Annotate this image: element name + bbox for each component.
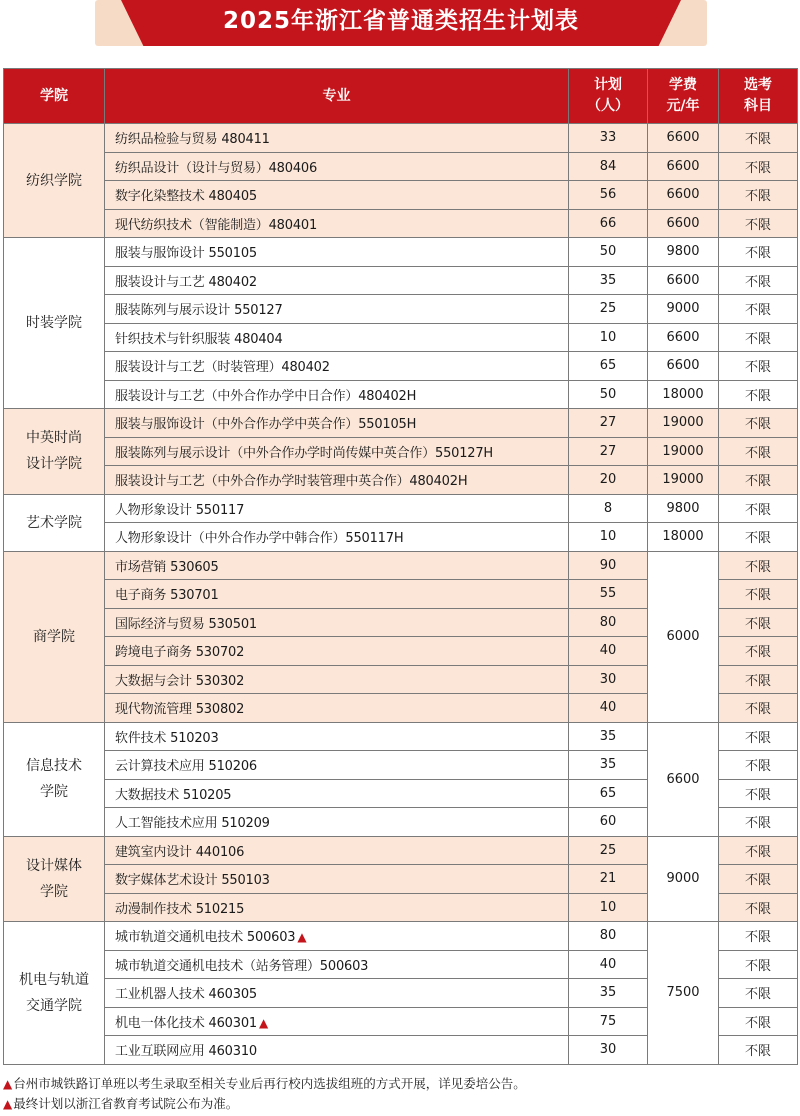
- major-cell: [105, 295, 569, 324]
- college-cell: [4, 722, 105, 836]
- subject-cell: 不限: [719, 608, 798, 637]
- major-cell: [105, 665, 569, 694]
- fee-cell: 19000: [648, 466, 719, 495]
- table-row: [4, 409, 798, 438]
- college-cell: [4, 124, 105, 238]
- major-cell: [105, 266, 569, 295]
- major-cell: [105, 1036, 569, 1065]
- footnote-1: [3, 1074, 797, 1094]
- header-fee-line2: 元/年: [666, 98, 700, 114]
- footnote-1-text: 台州市城铁路订单班以考生录取至相关专业后再行校内选拔组班的方式开展，详见委培公告。: [13, 1076, 526, 1091]
- fee-cell: 18000: [648, 380, 719, 409]
- college-name-line: 设计媒体: [26, 857, 82, 874]
- plan-cell: 50: [569, 380, 648, 409]
- fee-cell: 6600: [648, 352, 719, 381]
- major-name: 纺织品设计（设计与贸易）480406: [115, 160, 318, 176]
- header-fee-line1: 学费: [669, 77, 697, 93]
- header-major: 专业: [105, 69, 569, 124]
- fee-cell: 18000: [648, 523, 719, 552]
- triangle-mark-icon: ▲: [3, 1097, 13, 1111]
- header-plan-line2: （人）: [587, 98, 629, 114]
- plan-cell: 33: [569, 124, 648, 153]
- major-name: 机电一体化技术 460301: [115, 1015, 257, 1031]
- plan-cell: 75: [569, 1007, 648, 1036]
- plan-cell: 65: [569, 352, 648, 381]
- plan-cell: 10: [569, 893, 648, 922]
- college-cell: [4, 836, 105, 922]
- major-cell: [105, 608, 569, 637]
- college-name-line: 纺织学院: [26, 172, 82, 189]
- subject-cell: 不限: [719, 637, 798, 666]
- plan-cell: 21: [569, 865, 648, 894]
- major-cell: [105, 751, 569, 780]
- college-cell: [4, 551, 105, 722]
- major-name: 服装与服饰设计 550105: [115, 246, 257, 262]
- triangle-mark-icon: ▲: [297, 930, 307, 945]
- header-fee: [648, 69, 719, 124]
- plan-cell: 40: [569, 694, 648, 723]
- subject-cell: 不限: [719, 380, 798, 409]
- table-row: [4, 209, 798, 238]
- college-name-line: 艺术学院: [26, 514, 82, 531]
- plan-cell: 55: [569, 580, 648, 609]
- plan-cell: 40: [569, 637, 648, 666]
- fee-cell: 6600: [648, 323, 719, 352]
- subject-cell: 不限: [719, 466, 798, 495]
- subject-cell: 不限: [719, 808, 798, 837]
- major-name: 大数据与会计 530302: [115, 673, 245, 689]
- table-row: [4, 722, 798, 751]
- college-name-line: 信息技术: [26, 758, 82, 774]
- plan-cell: 35: [569, 751, 648, 780]
- major-cell: [105, 922, 569, 951]
- major-cell: [105, 323, 569, 352]
- triangle-mark-icon: ▲: [258, 1015, 268, 1030]
- major-name: 服装与服饰设计（中外合作办学中英合作）550105H: [115, 417, 417, 433]
- college-name-line: 设计学院: [26, 456, 82, 473]
- table-row: [4, 181, 798, 210]
- major-cell: [105, 181, 569, 210]
- table-row: [4, 352, 798, 381]
- footnotes: [3, 1074, 797, 1114]
- header-subject-line1: 选考: [744, 77, 772, 93]
- subject-cell: 不限: [719, 238, 798, 267]
- major-name: 软件技术 510203: [115, 730, 219, 746]
- subject-cell: 不限: [719, 751, 798, 780]
- fee-cell: 6600: [648, 181, 719, 210]
- major-name: 城市轨道交通机电技术（站务管理）500603: [115, 958, 369, 974]
- subject-cell: 不限: [719, 580, 798, 609]
- header-subject: [719, 69, 798, 124]
- footnote-2: [3, 1094, 797, 1114]
- plan-cell: 80: [569, 922, 648, 951]
- major-name: 服装设计与工艺 480402: [115, 274, 257, 290]
- college-name-line: 学院: [40, 784, 68, 800]
- fee-cell-merged: 6000: [648, 551, 719, 722]
- major-name: 动漫制作技术 510215: [115, 901, 245, 917]
- plan-cell: 35: [569, 266, 648, 295]
- subject-cell: 不限: [719, 979, 798, 1008]
- major-cell: [105, 580, 569, 609]
- subject-cell: 不限: [719, 1036, 798, 1065]
- plan-cell: 30: [569, 665, 648, 694]
- major-cell: [105, 437, 569, 466]
- table-row: [4, 551, 798, 580]
- major-name: 工业机器人技术 460305: [115, 987, 257, 1003]
- fee-cell-merged: 7500: [648, 922, 719, 1065]
- table-row: [4, 152, 798, 181]
- table-body: [4, 124, 798, 1065]
- plan-cell: 25: [569, 836, 648, 865]
- major-cell: [105, 352, 569, 381]
- table-row: [4, 380, 798, 409]
- major-cell: [105, 893, 569, 922]
- plan-cell: 66: [569, 209, 648, 238]
- plan-cell: 20: [569, 466, 648, 495]
- major-name: 现代物流管理 530802: [115, 702, 245, 718]
- college-name-line: 商学院: [33, 628, 75, 645]
- major-cell: [105, 950, 569, 979]
- subject-cell: 不限: [719, 836, 798, 865]
- fee-cell: 9000: [648, 295, 719, 324]
- table-row: [4, 266, 798, 295]
- table-row: [4, 466, 798, 495]
- subject-cell: 不限: [719, 437, 798, 466]
- table-row: [4, 836, 798, 865]
- subject-cell: 不限: [719, 352, 798, 381]
- fee-cell-merged: 9000: [648, 836, 719, 922]
- table-row: [4, 437, 798, 466]
- subject-cell: 不限: [719, 152, 798, 181]
- major-cell: [105, 694, 569, 723]
- major-name: 纺织品检验与贸易 480411: [115, 132, 270, 148]
- major-cell: [105, 836, 569, 865]
- major-name: 电子商务 530701: [115, 588, 219, 604]
- major-name: 大数据技术 510205: [115, 787, 232, 803]
- subject-cell: 不限: [719, 1007, 798, 1036]
- major-cell: [105, 808, 569, 837]
- major-name: 数字媒体艺术设计 550103: [115, 873, 270, 889]
- plan-cell: 10: [569, 323, 648, 352]
- subject-cell: 不限: [719, 409, 798, 438]
- plan-cell: 10: [569, 523, 648, 552]
- major-name: 国际经济与贸易 530501: [115, 616, 257, 632]
- college-cell: [4, 409, 105, 495]
- major-cell: [105, 209, 569, 238]
- fee-cell: 19000: [648, 437, 719, 466]
- major-name: 服装陈列与展示设计 550127: [115, 303, 283, 319]
- subject-cell: 不限: [719, 295, 798, 324]
- college-name-line: 中英时尚: [26, 430, 82, 447]
- table-row: [4, 494, 798, 523]
- college-cell: [4, 494, 105, 551]
- subject-cell: 不限: [719, 523, 798, 552]
- major-name: 城市轨道交通机电技术 500603: [115, 930, 296, 946]
- major-cell: [105, 551, 569, 580]
- major-name: 人物形象设计（中外合作办学中韩合作）550117H: [115, 531, 404, 547]
- plan-cell: 84: [569, 152, 648, 181]
- subject-cell: 不限: [719, 124, 798, 153]
- major-cell: [105, 637, 569, 666]
- subject-cell: 不限: [719, 266, 798, 295]
- fee-cell: 9800: [648, 494, 719, 523]
- subject-cell: 不限: [719, 893, 798, 922]
- plan-cell: 60: [569, 808, 648, 837]
- subject-cell: 不限: [719, 209, 798, 238]
- major-cell: [105, 979, 569, 1008]
- plan-cell: 35: [569, 722, 648, 751]
- plan-cell: 30: [569, 1036, 648, 1065]
- major-cell: [105, 124, 569, 153]
- subject-cell: 不限: [719, 779, 798, 808]
- page-title: 2025年浙江省普通类招生计划表: [222, 8, 579, 34]
- college-name-line: 时装学院: [26, 315, 82, 331]
- major-cell: [105, 380, 569, 409]
- subject-cell: 不限: [719, 722, 798, 751]
- header-plan: [569, 69, 648, 124]
- subject-cell: 不限: [719, 865, 798, 894]
- major-cell: [105, 1007, 569, 1036]
- plan-cell: 65: [569, 779, 648, 808]
- major-cell: [105, 466, 569, 495]
- major-name: 跨境电子商务 530702: [115, 645, 245, 661]
- plan-cell: 27: [569, 409, 648, 438]
- plan-cell: 8: [569, 494, 648, 523]
- fee-cell-merged: 6600: [648, 722, 719, 836]
- subject-cell: 不限: [719, 323, 798, 352]
- major-name: 数字化染整技术 480405: [115, 189, 257, 205]
- table-row: [4, 922, 798, 951]
- fee-cell: 6600: [648, 152, 719, 181]
- major-cell: [105, 152, 569, 181]
- fee-cell: 6600: [648, 209, 719, 238]
- major-name: 人工智能技术应用 510209: [115, 816, 270, 832]
- header-subject-line2: 科目: [744, 98, 772, 114]
- major-cell: [105, 865, 569, 894]
- major-name: 工业互联网应用 460310: [115, 1044, 257, 1060]
- plan-cell: 25: [569, 295, 648, 324]
- major-name: 市场营销 530605: [115, 559, 219, 575]
- title-banner: [95, 0, 707, 46]
- plan-cell: 40: [569, 950, 648, 979]
- enrollment-plan-table: [3, 68, 798, 1065]
- major-name: 针织技术与针织服装 480404: [115, 331, 283, 347]
- table-row: [4, 124, 798, 153]
- major-name: 服装设计与工艺（时装管理）480402: [115, 360, 330, 376]
- table-row: [4, 323, 798, 352]
- subject-cell: 不限: [719, 950, 798, 979]
- major-cell: [105, 722, 569, 751]
- plan-cell: 56: [569, 181, 648, 210]
- major-name: 服装设计与工艺（中外合作办学时装管理中英合作）480402H: [115, 474, 468, 490]
- college-cell: [4, 922, 105, 1065]
- major-name: 服装陈列与展示设计（中外合作办学时尚传媒中英合作）550127H: [115, 445, 494, 461]
- fee-cell: 6600: [648, 124, 719, 153]
- table-row: [4, 295, 798, 324]
- subject-cell: 不限: [719, 181, 798, 210]
- triangle-mark-icon: ▲: [3, 1077, 13, 1091]
- table-row: [4, 523, 798, 552]
- major-name: 服装设计与工艺（中外合作办学中日合作）480402H: [115, 388, 417, 404]
- subject-cell: 不限: [719, 922, 798, 951]
- major-name: 人物形象设计 550117: [115, 502, 245, 518]
- plan-cell: 80: [569, 608, 648, 637]
- footnote-2-text: 最终计划以浙江省教育考试院公布为准。: [13, 1096, 239, 1111]
- table-header-row: [4, 69, 798, 124]
- major-name: 建筑室内设计 440106: [115, 844, 245, 860]
- fee-cell: 19000: [648, 409, 719, 438]
- college-cell: [4, 238, 105, 409]
- fee-cell: 9800: [648, 238, 719, 267]
- subject-cell: 不限: [719, 494, 798, 523]
- major-name: 现代纺织技术（智能制造）480401: [115, 217, 318, 233]
- subject-cell: 不限: [719, 665, 798, 694]
- header-college: 学院: [4, 69, 105, 124]
- college-name-line: 机电与轨道: [19, 971, 89, 988]
- major-cell: [105, 523, 569, 552]
- major-cell: [105, 238, 569, 267]
- plan-cell: 27: [569, 437, 648, 466]
- subject-cell: 不限: [719, 551, 798, 580]
- major-name: 云计算技术应用 510206: [115, 759, 257, 775]
- plan-cell: 35: [569, 979, 648, 1008]
- fee-cell: 6600: [648, 266, 719, 295]
- header-plan-line1: 计划: [594, 77, 622, 93]
- college-name-line: 学院: [40, 883, 68, 900]
- college-name-line: 交通学院: [26, 997, 82, 1014]
- major-cell: [105, 494, 569, 523]
- plan-cell: 50: [569, 238, 648, 267]
- major-cell: [105, 779, 569, 808]
- plan-cell: 90: [569, 551, 648, 580]
- subject-cell: 不限: [719, 694, 798, 723]
- major-cell: [105, 409, 569, 438]
- table-row: [4, 238, 798, 267]
